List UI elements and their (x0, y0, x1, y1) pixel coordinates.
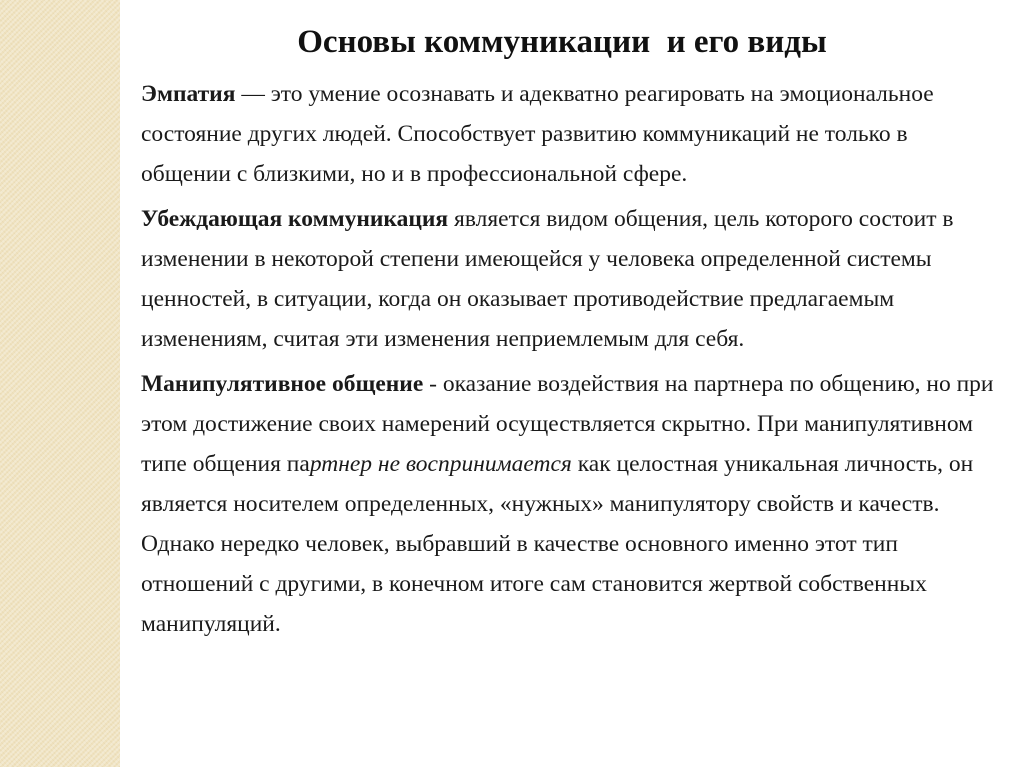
decorative-side-strip (0, 0, 120, 767)
slide-title: Основы коммуникации и его виды (297, 24, 827, 60)
slide-content (141, 74, 1001, 649)
term-manipulative-communication: Манипулятивное общение (141, 371, 424, 397)
definition-manipulative-italic: ртнер не воспринимается (309, 451, 572, 477)
definition-persuasive-communication: является видом общения, цель которого состоит в изменении в некоторой степени имеющейся у человека определенной системы ценностей, в ситуации, когда он оказывает противодействие предлагаемым изменениям, считая эти изменения неприемлемым для себя. (141, 206, 954, 352)
paragraph-empathy (141, 74, 1001, 194)
paragraph-manipulative-communication (141, 364, 1001, 644)
term-empathy: Эмпатия (141, 81, 236, 107)
slide (120, 0, 1024, 767)
term-persuasive-communication: Убеждающая коммуникация (141, 206, 449, 232)
definition-manipulative-part1: - оказание воздействия на партнера по общению, но при этом достижение своих намерений осуществляется скрытно. При манипулятивном типе общения па (141, 371, 994, 477)
paragraph-persuasive-communication (141, 199, 1001, 359)
definition-manipulative-part2: как целостная уникальная личность, он является носителем определенных, «нужных» манипулятору свойств и качеств. Однако нередко человек, выбравший в качестве основного именно этот тип отношений с другими, в конечном итоге сам становится жертвой собственных манипуляций. (141, 451, 974, 637)
definition-empathy: — это умение осознавать и адекватно реагировать на эмоциональное состояние других людей. Способствует развитию коммуникаций не только в общении с близкими, но и в профессиональной сфере. (141, 81, 934, 187)
